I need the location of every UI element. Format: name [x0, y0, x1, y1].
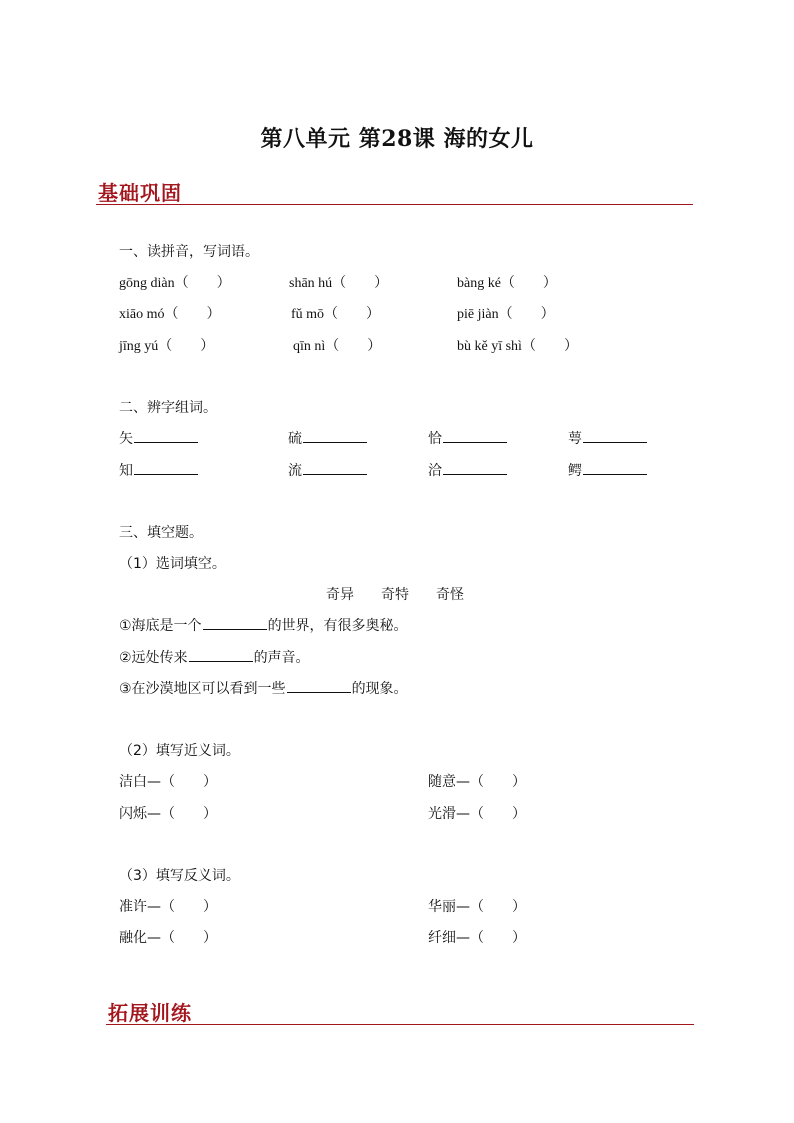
char-label: 萼	[568, 431, 582, 447]
answer-blank[interactable]	[583, 428, 647, 443]
pinyin-item: jīng yú（ ）	[119, 339, 215, 354]
char-item	[119, 460, 199, 480]
pinyin-item: bù kě yī shì（ ）	[457, 339, 578, 354]
question-2-title: 二、辨字组词。	[119, 400, 217, 416]
answer-blank[interactable]	[134, 460, 198, 475]
char-label: 矢	[119, 431, 133, 447]
page-title: 第八单元 第28课 海的女儿	[260, 126, 534, 152]
answer-blank[interactable]	[583, 460, 647, 475]
pinyin-item: shān hú（ ）	[289, 276, 389, 291]
answer-blank[interactable]	[203, 615, 267, 630]
section-heading-extend: 拓展训练	[108, 1001, 192, 1025]
char-item	[288, 428, 368, 448]
subquestion-1-title: （1）选词填空。	[119, 556, 226, 572]
section-divider-basic	[96, 204, 693, 205]
char-item	[119, 428, 199, 448]
question-1-title: 一、读拼音，写词语。	[119, 244, 259, 260]
pinyin-item: xiāo mó（ ）	[119, 307, 221, 322]
char-item	[288, 460, 368, 480]
word-choice: 奇特	[381, 587, 409, 603]
answer-blank[interactable]	[287, 678, 351, 693]
char-item	[568, 460, 648, 480]
char-label: 鳄	[568, 463, 582, 479]
pinyin-item: gōng diàn（ ）	[119, 276, 231, 291]
subquestion-2-title: （2）填写近义词。	[119, 743, 240, 759]
char-item	[428, 428, 508, 448]
pinyin-item: fǔ mō（ ）	[291, 307, 381, 322]
fill-sentence	[119, 647, 310, 667]
antonym-item: 融化—（ ）	[119, 930, 217, 946]
question-3-title: 三、填空题。	[119, 525, 203, 541]
antonym-item: 华丽—（ ）	[428, 899, 526, 915]
section-divider-extend	[106, 1024, 694, 1025]
sentence-text: 的世界，有很多奥秘。	[267, 618, 408, 634]
synonym-item: 随意—（ ）	[428, 774, 526, 790]
answer-blank[interactable]	[443, 460, 507, 475]
pinyin-item: piē jiàn（ ）	[457, 307, 555, 322]
answer-blank[interactable]	[189, 647, 253, 662]
answer-blank[interactable]	[443, 428, 507, 443]
sentence-text: ②远处传来	[119, 650, 188, 666]
pinyin-item: qīn nì（ ）	[293, 339, 382, 354]
char-label: 流	[288, 463, 302, 479]
sentence-text: ①海底是一个	[119, 618, 202, 634]
synonym-item: 闪烁—（ ）	[119, 806, 217, 822]
antonym-item: 准许—（ ）	[119, 899, 217, 915]
answer-blank[interactable]	[303, 428, 367, 443]
section-heading-basic: 基础巩固	[98, 181, 182, 205]
word-choice: 奇怪	[436, 587, 464, 603]
word-choice: 奇异	[326, 587, 354, 603]
char-label: 洽	[428, 463, 442, 479]
char-item	[428, 460, 508, 480]
synonym-item: 光滑—（ ）	[428, 806, 526, 822]
sentence-text: ③在沙漠地区可以看到一些	[119, 681, 286, 697]
char-label: 知	[119, 463, 133, 479]
answer-blank[interactable]	[303, 460, 367, 475]
antonym-item: 纤细—（ ）	[428, 930, 526, 946]
pinyin-item: bàng ké（ ）	[457, 276, 557, 291]
sentence-text: 的声音。	[253, 650, 310, 666]
char-label: 硫	[288, 431, 302, 447]
char-item	[568, 428, 648, 448]
fill-sentence	[119, 615, 408, 635]
fill-sentence	[119, 678, 408, 698]
char-label: 恰	[428, 431, 442, 447]
subquestion-3-title: （3）填写反义词。	[119, 868, 240, 884]
sentence-text: 的现象。	[351, 681, 408, 697]
answer-blank[interactable]	[134, 428, 198, 443]
synonym-item: 洁白—（ ）	[119, 774, 217, 790]
